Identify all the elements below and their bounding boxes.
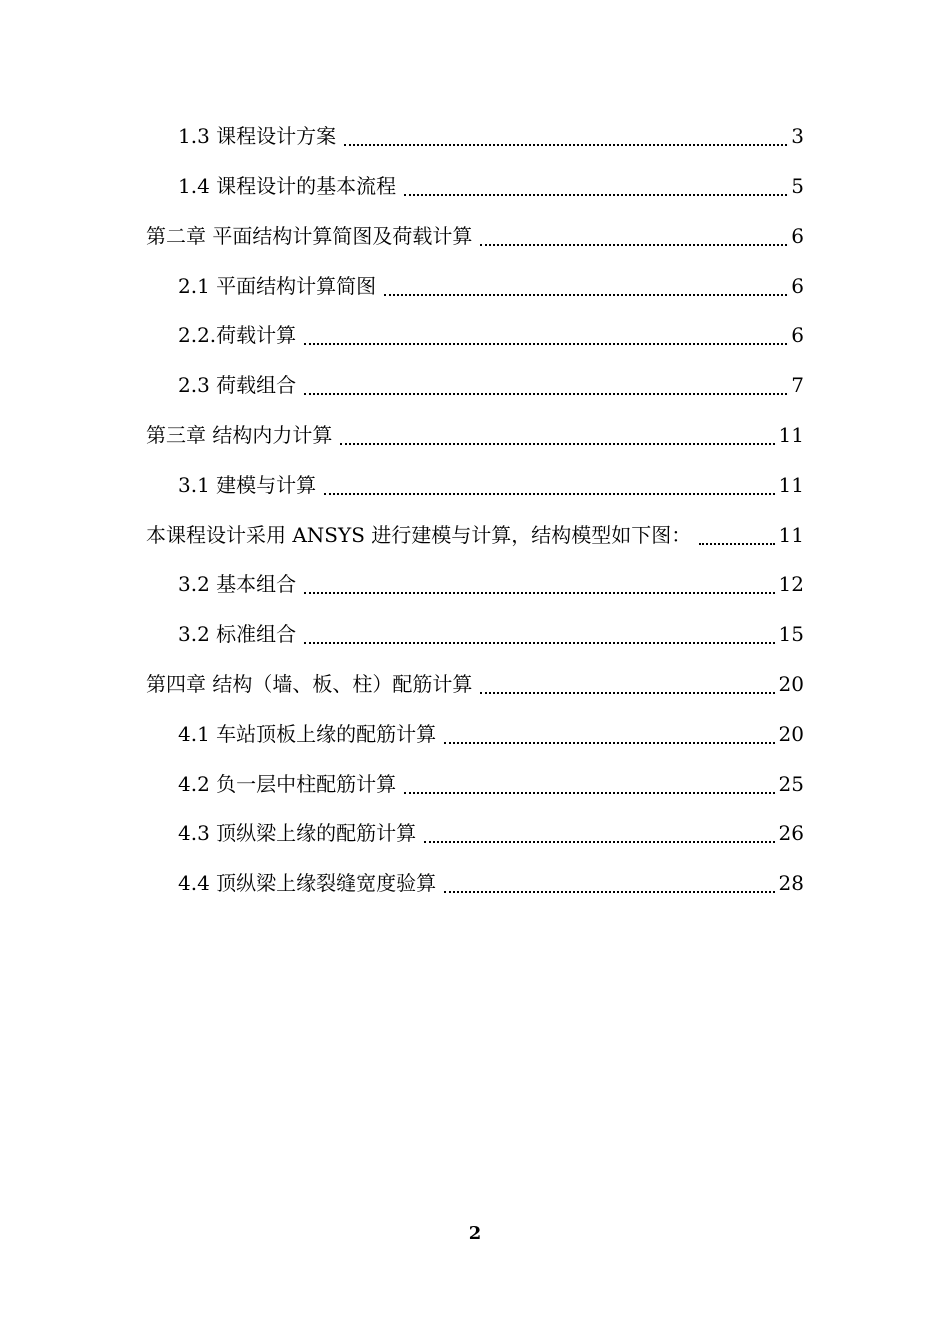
toc-leader-dots <box>480 243 787 246</box>
toc-leader-dots <box>480 691 774 694</box>
toc-leader-dots <box>304 392 787 395</box>
toc-entry-label: 2.2.荷载计算 <box>178 323 297 347</box>
toc-leader-dots <box>384 293 787 296</box>
toc-entry-label: 4.4 顶纵梁上缘裂缝宽度验算 <box>178 871 437 895</box>
toc-entry[interactable] <box>178 770 804 798</box>
toc-entry[interactable] <box>146 521 804 549</box>
toc-entry-label: 1.3 课程设计方案 <box>178 124 337 148</box>
toc-entry-label: 第四章 结构（墙、板、柱）配筋计算 <box>146 672 473 696</box>
toc-entry-page: 28 <box>778 871 804 895</box>
toc-entry-label: 2.1 平面结构计算简图 <box>178 274 377 298</box>
toc-entry-page: 6 <box>791 323 804 347</box>
toc-entry[interactable] <box>178 570 804 598</box>
toc-entry-page: 5 <box>791 174 804 198</box>
toc-leader-dots <box>324 492 774 495</box>
toc-entry[interactable] <box>178 819 804 847</box>
toc-entry-page: 26 <box>778 821 804 845</box>
toc-leader-dots <box>424 840 774 843</box>
toc-entry-label: 1.4 课程设计的基本流程 <box>178 174 397 198</box>
toc-entry-label: 3.2 基本组合 <box>178 572 297 596</box>
toc-entry-page: 20 <box>778 722 804 746</box>
toc-leader-dots <box>304 641 774 644</box>
toc-entry-label: 第三章 结构内力计算 <box>146 423 333 447</box>
toc-entry[interactable] <box>178 272 804 300</box>
toc-entry[interactable] <box>178 620 804 648</box>
toc-entry-page: 20 <box>778 672 804 696</box>
toc-entry[interactable] <box>178 371 804 399</box>
toc-entry-label: 4.1 车站顶板上缘的配筋计算 <box>178 722 437 746</box>
toc-entry[interactable] <box>178 471 804 499</box>
toc-entry-page: 7 <box>791 373 804 397</box>
toc-entry-page: 12 <box>778 572 804 596</box>
toc-leader-dots <box>340 442 774 445</box>
toc-entry-page: 6 <box>791 224 804 248</box>
toc-entry[interactable] <box>146 421 804 449</box>
toc-entry-label: 第二章 平面结构计算简图及荷载计算 <box>146 224 473 248</box>
toc-leader-dots <box>304 342 787 345</box>
toc-leader-dots <box>404 193 787 196</box>
toc-leader-dots <box>344 143 787 146</box>
toc-entry[interactable] <box>146 670 804 698</box>
toc-entry-label: 3.1 建模与计算 <box>178 473 317 497</box>
toc-leader-dots <box>404 791 774 794</box>
toc-leader-dots <box>444 890 774 893</box>
toc-entry-label: 2.3 荷载组合 <box>178 373 297 397</box>
toc-leader-dots <box>304 591 774 594</box>
toc-entry[interactable] <box>146 222 804 250</box>
toc-entry[interactable] <box>178 321 804 349</box>
toc-entry-page: 6 <box>791 274 804 298</box>
toc-entry[interactable] <box>178 720 804 748</box>
toc-entry-label: 4.3 顶纵梁上缘的配筋计算 <box>178 821 417 845</box>
toc-entry-label: 3.2 标准组合 <box>178 622 297 646</box>
toc-entry[interactable] <box>178 869 804 897</box>
toc-entry[interactable] <box>178 122 804 150</box>
toc-entry-page: 11 <box>778 423 804 447</box>
toc-entry-label: 4.2 负一层中柱配筋计算 <box>178 772 397 796</box>
toc-entry-page: 3 <box>791 124 804 148</box>
toc-entry-page: 15 <box>778 622 804 646</box>
toc-entry[interactable] <box>178 172 804 200</box>
page-number: 2 <box>468 1223 482 1244</box>
toc-entry-page: 25 <box>778 772 804 796</box>
toc-leader-dots <box>699 542 774 545</box>
toc-entry-page: 11 <box>778 523 804 547</box>
toc-entry-label: 本课程设计采用 ANSYS 进行建模与计算，结构模型如下图： <box>146 523 692 547</box>
toc-leader-dots <box>444 741 774 744</box>
toc-entry-page: 11 <box>778 473 804 497</box>
